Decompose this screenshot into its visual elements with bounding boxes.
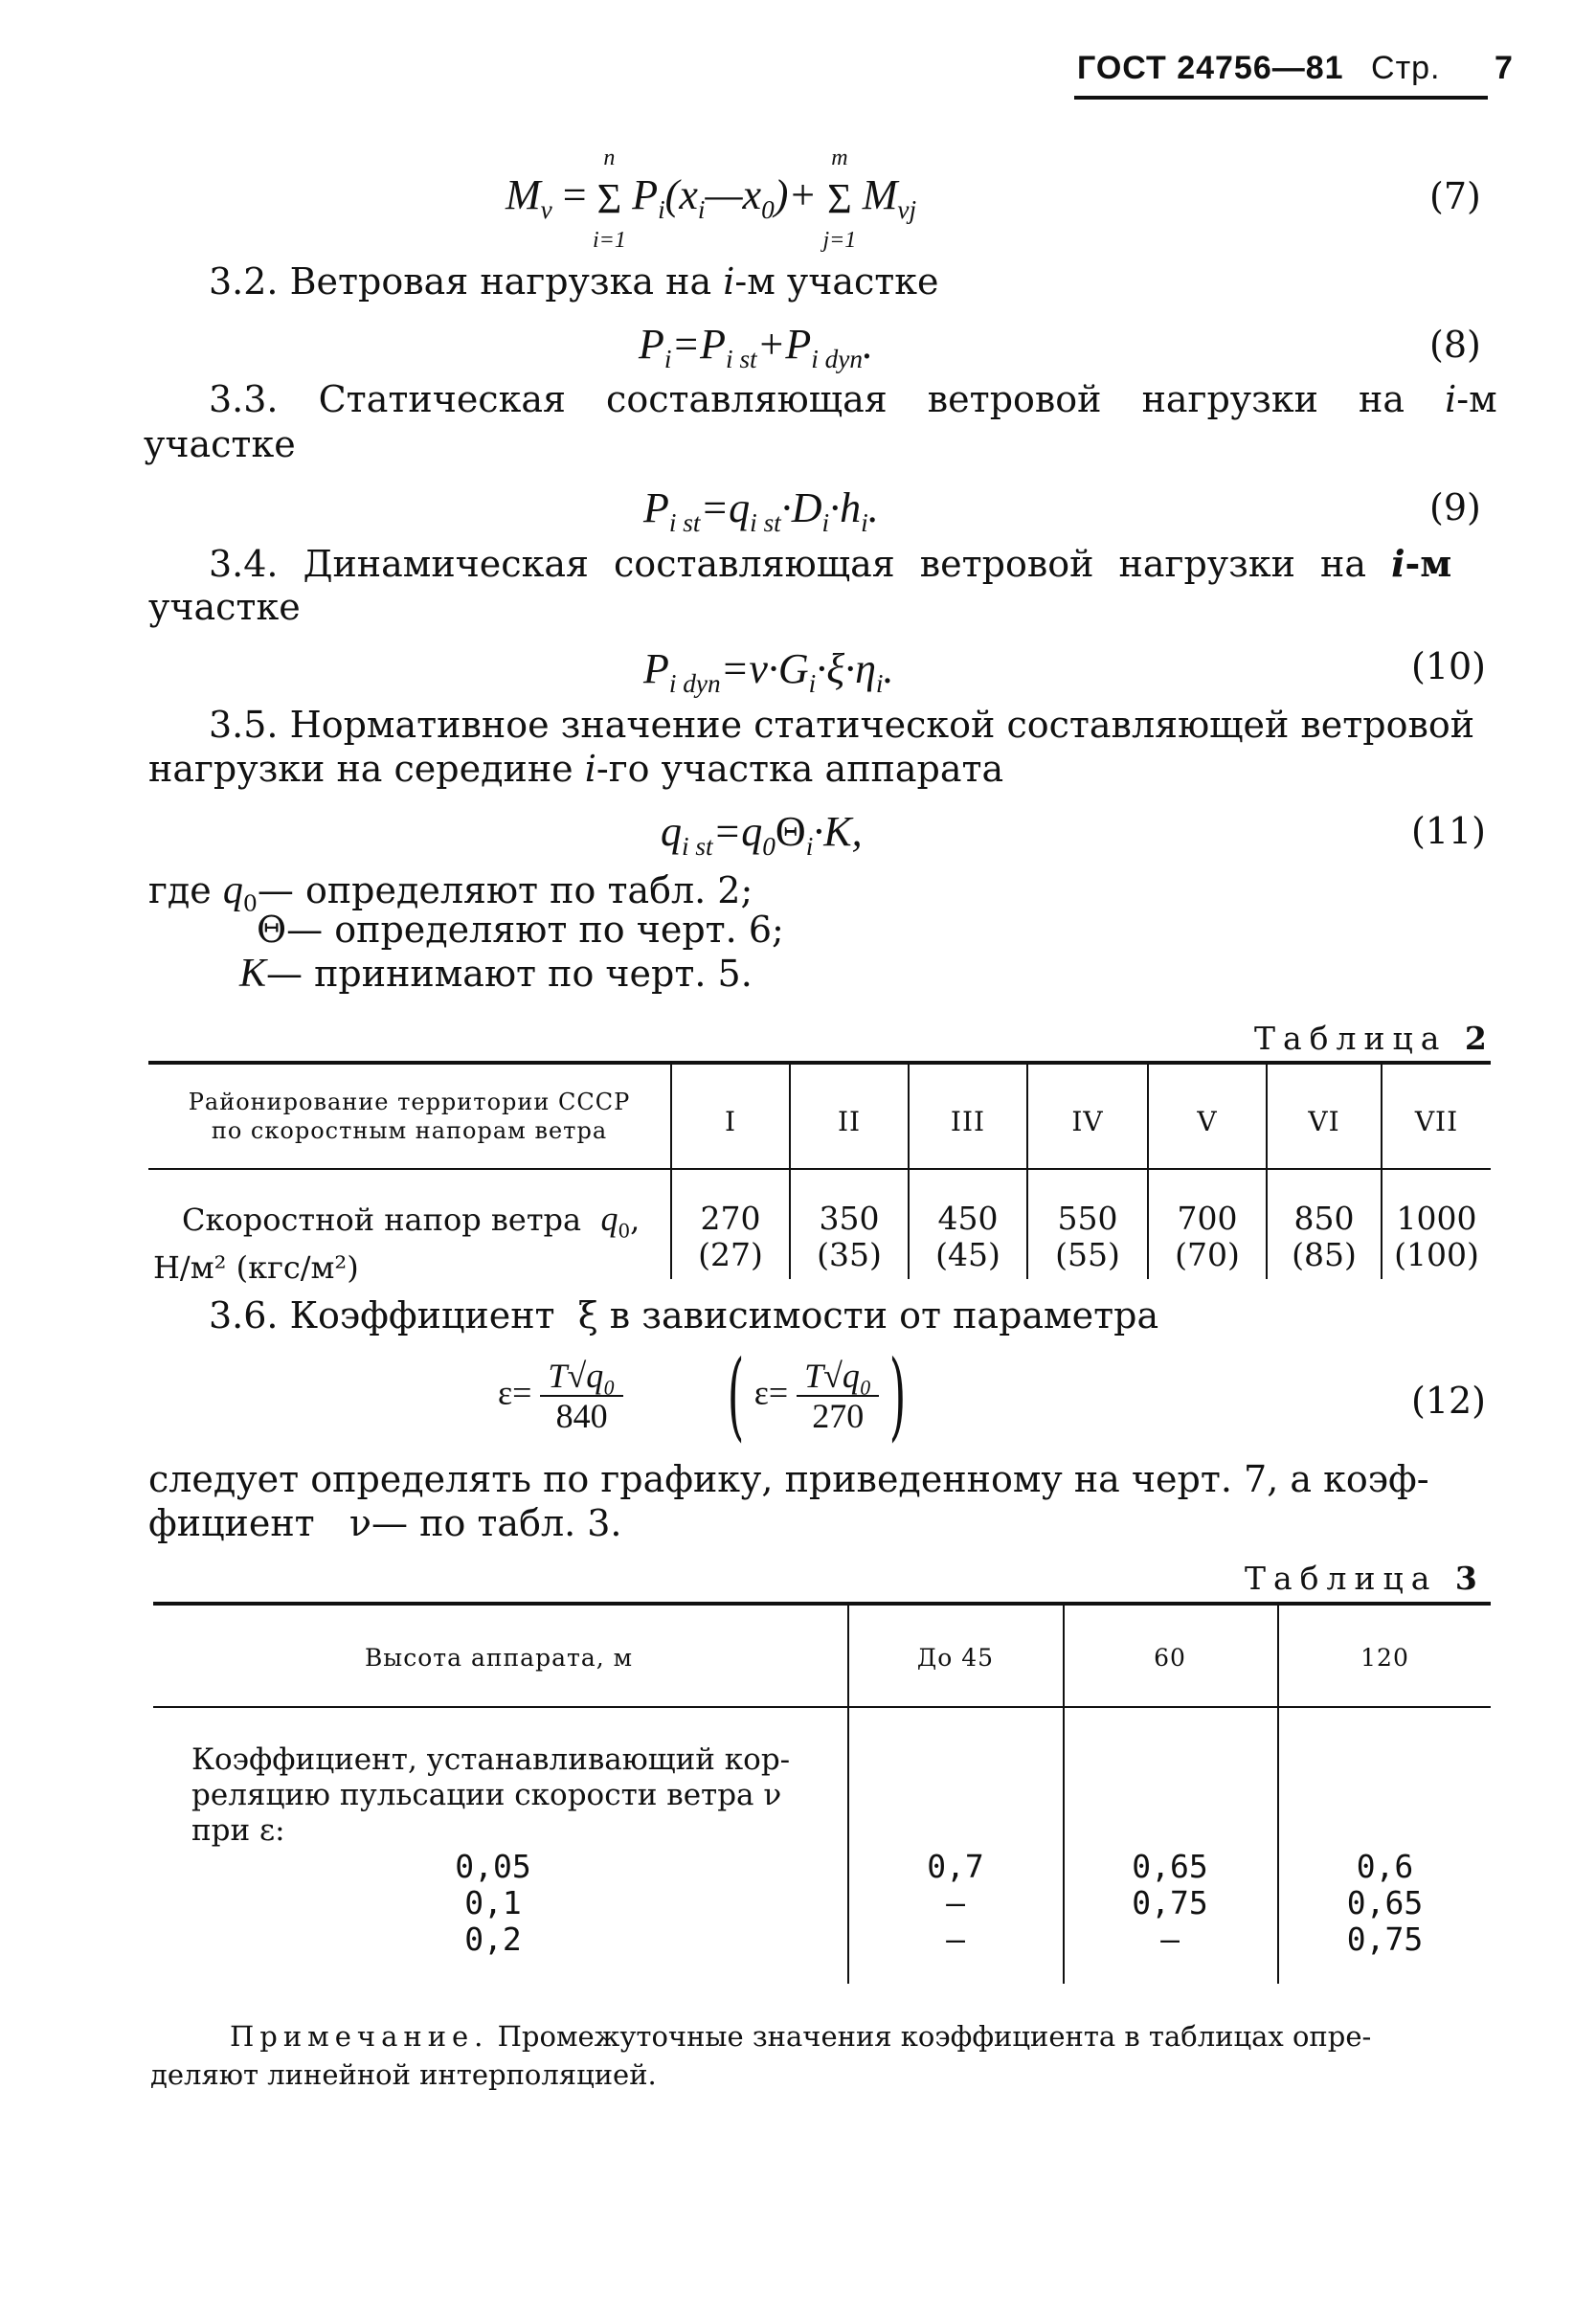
section-3-4: 3.4. Динамическая составляющая ветровой нагрузки на i-м <box>209 542 1452 585</box>
note-label: Примечание. <box>230 2020 489 2053</box>
table-2-col-II: II <box>837 1106 862 1137</box>
table-2-caption: Таблица 2 <box>1254 1020 1487 1057</box>
section-3-3-line2: участке <box>144 423 296 465</box>
standard-code: ГОСТ 24756—81 <box>1077 50 1344 86</box>
table-3-col-up-to-45: 0,7 — — <box>927 1848 984 1958</box>
page-header <box>1077 50 1514 87</box>
formula-8: $P_i=P_{i st}+P_{i dyn}$. <box>639 321 873 373</box>
table-2-header-rule <box>148 1168 1491 1170</box>
table-3-vline <box>847 1604 849 1984</box>
formula-11-number: (11) <box>1411 810 1487 852</box>
formula-9-number: (9) <box>1429 486 1481 528</box>
formula-12-fraction-2: $\frac{\text{T√q₀}}{270}$ <box>797 1357 879 1435</box>
table-2-col-III: III <box>950 1106 986 1137</box>
formula-10-number: (10) <box>1411 645 1487 687</box>
table-2-col-VI: VI <box>1308 1106 1340 1137</box>
section-3-6: 3.6. Коэффициент ξ в зависимости от параметра <box>209 1294 1159 1337</box>
table-2-col-VII: VII <box>1414 1106 1459 1137</box>
table-2-value-III: 450 (45) <box>935 1200 1000 1273</box>
section-3-2: 3.2. Ветровая нагрузка на i-м участке <box>209 260 939 303</box>
table-3-row-label: Коэффициент, устанавливающий кор- реляцию пульсации скорости ветра ν при ε: <box>191 1742 791 1848</box>
formula-7: $M_v$ = n Σ i=1 $P_i(x_i—x_0)+$ m Σ j=1 $M_{vj}$ <box>506 146 917 254</box>
formula-9: $P_{i st}=q_{i st}\cdot D_i\cdot h_i$. <box>643 484 879 537</box>
header-rule <box>1074 96 1488 100</box>
section-3-3: 3.3. Статическая составляющая ветровой нагрузки на i-м <box>209 378 1497 420</box>
table-3-header-60: 60 <box>1154 1644 1186 1672</box>
page-label: Стр. <box>1371 50 1441 86</box>
table-3-col-120: 0,6 0,65 0,75 <box>1346 1848 1424 1958</box>
table-2-col-I: I <box>724 1106 737 1137</box>
table-2-value-I: 270 (27) <box>698 1200 763 1273</box>
note: Примечание. Промежуточные значения коэффициента в таблицах опре- деляют линейной интерполяцией. <box>150 2020 1372 2091</box>
section-3-4-line2: участке <box>148 586 301 628</box>
table-3-header-120: 120 <box>1360 1644 1409 1672</box>
table-3-header-height: Высота аппарата, м <box>364 1644 634 1672</box>
formula-8-number: (8) <box>1429 324 1481 366</box>
table-2-value-V: 700 (70) <box>1175 1200 1240 1273</box>
table-3-caption: Таблица 3 <box>1245 1560 1477 1597</box>
table-3-eps-values: 0,05 0,1 0,2 <box>455 1848 531 1958</box>
formula-10: $P_{i dyn}=\nu\cdot G_i\cdot\xi\cdot\eta_i$. <box>643 645 894 698</box>
table-3-top-rule <box>153 1602 1491 1606</box>
table-2-header-label: Районирование территории СССР по скоростным напорам ветра <box>188 1089 631 1144</box>
section-3-6-after-1: следует определять по графику, приведенному на черт. 7, а коэф- <box>148 1458 1429 1500</box>
where-line-2: Θ— определяют по черт. 6; <box>257 909 784 951</box>
section-3-5-line2: нагрузки на середине i-го участка аппарата <box>148 748 1004 790</box>
table-2-row-label: Скоростной напор ветра $q_0$, Н/м² (кгс/м²) <box>153 1200 641 1287</box>
table-2-value-VII: 1000 (100) <box>1394 1200 1479 1273</box>
table-2-col-V: V <box>1197 1106 1218 1137</box>
where-line-1: где $q_0—$ определяют по табл. 2; <box>148 868 753 917</box>
table-2-value-VI: 850 (85) <box>1292 1200 1357 1273</box>
section-3-6-after-2: фициент ν— по табл. 3. <box>148 1502 622 1544</box>
where-line-3: K— принимают по черт. 5. <box>239 952 753 996</box>
table-2-top-rule <box>148 1061 1491 1065</box>
table-3-header-up-to-45: До 45 <box>916 1644 995 1672</box>
table-2-value-IV: 550 (55) <box>1055 1200 1120 1273</box>
formula-11: $q_{i st}=q_0\Theta_i\cdot K$, <box>661 808 863 861</box>
page-number: 7 <box>1494 50 1514 86</box>
formula-12-number: (12) <box>1411 1380 1487 1422</box>
formula-12: ε= $\frac{\text{T√q₀}}{840}$ ( ε= $\frac{\text{T√q₀}}{270}$ ) <box>498 1339 907 1451</box>
table-3-col-60: 0,65 0,75 — <box>1132 1848 1208 1958</box>
formula-12-fraction-1: $\frac{\text{T√q₀}}{840}$ <box>540 1357 622 1435</box>
table-2-value-II: 350 (35) <box>817 1200 882 1273</box>
table-3-header-rule <box>153 1706 1491 1708</box>
formula-7-number: (7) <box>1429 175 1481 217</box>
table-2-col-IV: IV <box>1071 1106 1104 1137</box>
section-3-5: 3.5. Нормативное значение статической составляющей ветровой <box>209 704 1475 746</box>
